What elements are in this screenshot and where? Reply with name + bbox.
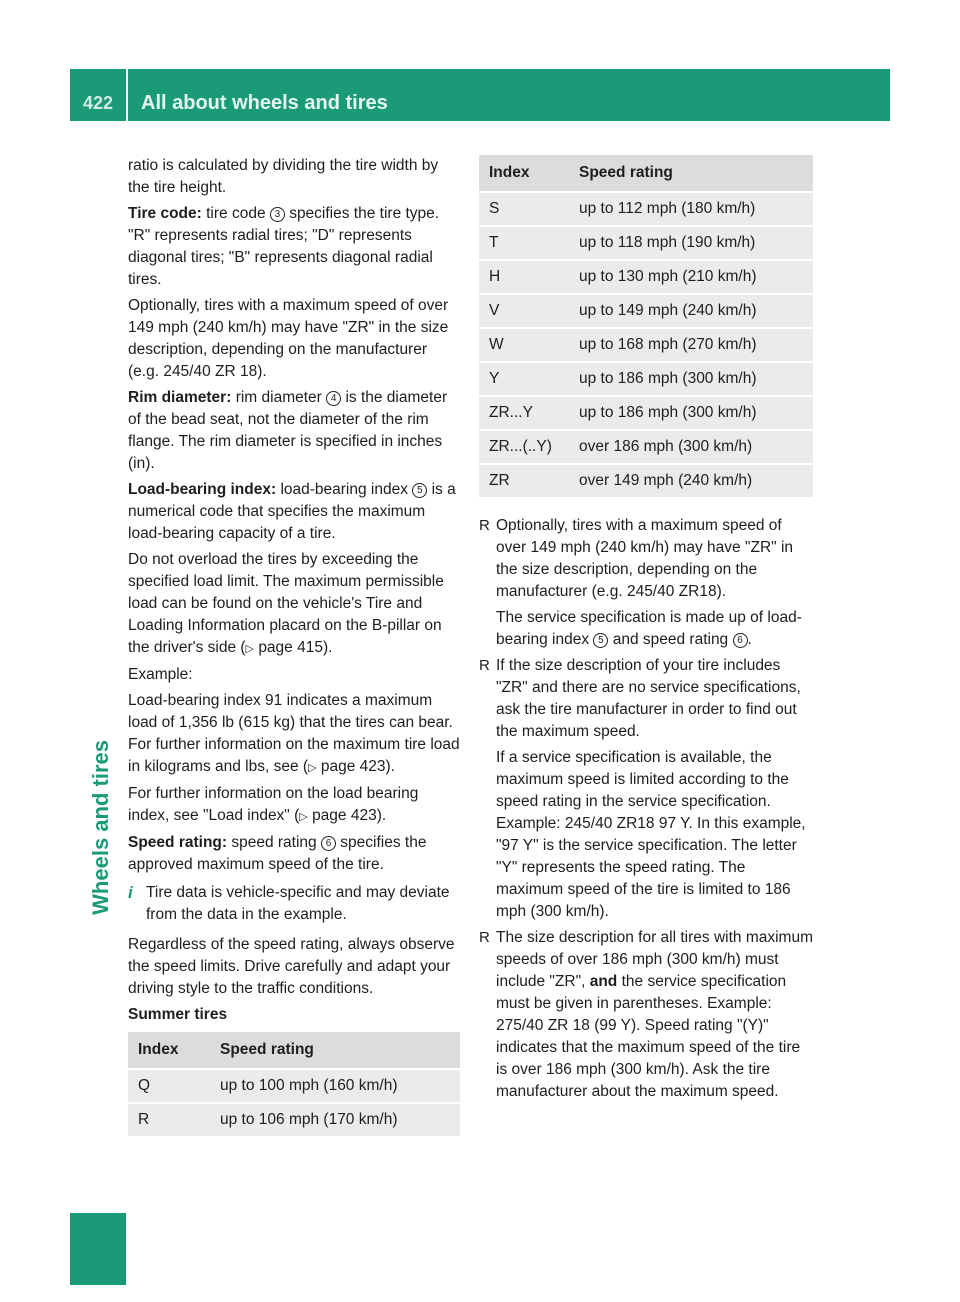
index-cell: R <box>128 1103 210 1137</box>
speed-cell: over 186 mph (300 km/h) <box>569 430 813 464</box>
paragraph-optional-zr: Optionally, tires with a maximum speed of over 149 mph (240 km/h) may have "ZR" in the size description, depending on the manufacturer (e.g. 245/40 ZR 18). <box>128 297 449 380</box>
paragraph-ratio: ratio is calculated by dividing the tire width by the tire height. <box>128 157 439 196</box>
index-cell: Q <box>128 1069 210 1103</box>
info-note-text: Tire data is vehicle-specific and may deviate from the data in the example. <box>146 884 450 923</box>
index-cell: ZR...Y <box>479 396 569 430</box>
callout-5-icon: 5 <box>593 633 608 648</box>
index-cell: ZR <box>479 464 569 498</box>
column-header-index: Index <box>128 1032 210 1069</box>
table-row <box>479 328 813 362</box>
table-row <box>479 260 813 294</box>
side-section-label: Wheels and tires <box>88 740 113 915</box>
table-header-row <box>128 1032 460 1069</box>
page-ref-415-link[interactable]: page 415 <box>258 639 323 656</box>
page-ref-arrow-icon: ▷ <box>245 643 254 655</box>
list-item: R The size description for all tires with maximum speeds of over 186 mph (300 km/h) must include "ZR", and the service specification must be given in parentheses. Example: 275/40 ZR 18 (99 Y). Speed rating "(Y)" indicates that the maximum speed of the tire is over 186 mph (300 km/h). Ask the tire manufacturer about the maximum speed. <box>479 927 813 1103</box>
example-label: Example: <box>128 666 193 683</box>
paragraph-example: Load-bearing index 91 indicates a maximum load of 1,356 lb (615 kg) that the tires can bear. For further information on the maximum tire load in kilograms and lbs, see (▷ page 423). <box>128 692 460 775</box>
table-row <box>479 294 813 328</box>
section-title: All about wheels and tires <box>141 92 388 114</box>
term-speed-rating: Speed rating: <box>128 834 228 851</box>
speed-cell: up to 112 mph (180 km/h) <box>569 192 813 226</box>
index-cell: T <box>479 226 569 260</box>
table-header-row <box>479 155 813 192</box>
callout-5-icon: 5 <box>412 483 427 498</box>
index-cell: ZR...(..Y) <box>479 430 569 464</box>
page-ref-423-link[interactable]: page 423 <box>320 758 386 775</box>
callout-6-icon: 6 <box>321 836 336 851</box>
paragraph-further-info: For further information on the load bearing index, see "Load index" (▷ page 423). <box>128 785 419 824</box>
right-column <box>479 155 813 1107</box>
list-item: R If the size description of your tire includes "ZR" and there are no service specifications, ask the tire manufacturer in order to find out the maximum speed. If a service specification is available, the maximum speed is limited according to the speed rating in the service specification. Example: 245/40 ZR18 97 Y. In this example, "97 Y" is the service specification. The letter "Y" represents the speed rating. The maximum speed of the tire is limited to 186 mph (300 km/h). <box>479 655 813 923</box>
paragraph-load-index: Load-bearing index: load-bearing index 5 is a numerical code that specifies the maximum load-bearing capacity of a tire. <box>128 481 456 542</box>
page-ref-arrow-icon: ▷ <box>299 811 308 823</box>
speed-cell: up to 186 mph (300 km/h) <box>569 362 813 396</box>
speed-cell: up to 186 mph (300 km/h) <box>569 396 813 430</box>
table-row <box>479 192 813 226</box>
paragraph-overload: Do not overload the tires by exceeding the specified load limit. The maximum permissible load can be found on the vehicle's Tire and Loading Information placard on the B-pillar on the driver's side (▷ page 415). <box>128 551 444 656</box>
index-cell: Y <box>479 362 569 396</box>
column-header-speed-rating: Speed rating <box>569 155 813 192</box>
page-number: 422 <box>82 93 114 113</box>
speed-cell: up to 149 mph (240 km/h) <box>569 294 813 328</box>
summer-tires-heading: Summer tires <box>128 1006 228 1023</box>
paragraph-speed-rating: Speed rating: speed rating 6 specifies the approved maximum speed of the tire. <box>128 834 427 873</box>
table-row <box>479 464 813 498</box>
column-header-speed-rating: Speed rating <box>210 1032 460 1069</box>
side-tab <box>70 1213 126 1285</box>
index-cell: H <box>479 260 569 294</box>
paragraph-tire-code: Tire code: tire code 3 specifies the tire type. "R" represents radial tires; "D" represents diagonal tires; "B" represents diagonal radial tires. <box>128 205 440 288</box>
speed-cell: up to 118 mph (190 km/h) <box>569 226 813 260</box>
speed-cell: up to 106 mph (170 km/h) <box>210 1103 460 1137</box>
sub-paragraph: The service specification is made up of load-bearing index 5 and speed rating 6 . <box>496 609 802 648</box>
paragraph-rim-diameter: Rim diameter: rim diameter 4 is the diameter of the bead seat, not the diameter of the rim flange. The rim diameter is specified in inches (in). <box>128 389 448 472</box>
info-icon: i <box>128 883 133 902</box>
table-row <box>479 396 813 430</box>
term-tire-code: Tire code: <box>128 205 202 222</box>
table-row <box>479 226 813 260</box>
speed-cell: over 149 mph (240 km/h) <box>569 464 813 498</box>
paragraph-regardless: Regardless of the speed rating, always observe the speed limits. Drive carefully and adapt your driving style to the traffic conditions. <box>128 936 455 997</box>
page-ref-arrow-icon: ▷ <box>308 762 317 774</box>
table-row <box>128 1069 460 1103</box>
index-cell: W <box>479 328 569 362</box>
term-load-index: Load-bearing index: <box>128 481 277 498</box>
term-rim-diameter: Rim diameter: <box>128 389 232 406</box>
sub-paragraph: If a service specification is available, the maximum speed is limited according to the speed rating in the service specification. Example: 245/40 ZR18 97 Y. In this example, "97 Y" is the service specification. The letter "Y" represents the speed rating. The maximum speed of the tire is limited to 186 mph (300 km/h). <box>496 749 806 920</box>
bullet-list <box>479 515 813 1103</box>
table-row <box>128 1103 460 1137</box>
info-note <box>128 882 460 926</box>
callout-3-icon: 3 <box>270 207 285 222</box>
left-column <box>128 155 460 1148</box>
list-item: R Optionally, tires with a maximum speed of over 149 mph (240 km/h) may have "ZR" in the size description, depending on the manufacturer (e.g. 245/40 ZR18). The service specification is made up of load-bearing index 5 and speed rating 6 . <box>479 515 813 651</box>
speed-cell: up to 100 mph (160 km/h) <box>210 1069 460 1103</box>
page-ref-423-link[interactable]: page 423 <box>312 807 377 824</box>
callout-6-icon: 6 <box>733 633 748 648</box>
speed-rating-table <box>479 155 813 499</box>
speed-cell: up to 130 mph (210 km/h) <box>569 260 813 294</box>
table-row <box>479 430 813 464</box>
column-header-index: Index <box>479 155 569 192</box>
summer-tires-table <box>128 1032 460 1138</box>
callout-4-icon: 4 <box>326 391 341 406</box>
index-cell: V <box>479 294 569 328</box>
speed-cell: up to 168 mph (270 km/h) <box>569 328 813 362</box>
table-row <box>479 362 813 396</box>
index-cell: S <box>479 192 569 226</box>
